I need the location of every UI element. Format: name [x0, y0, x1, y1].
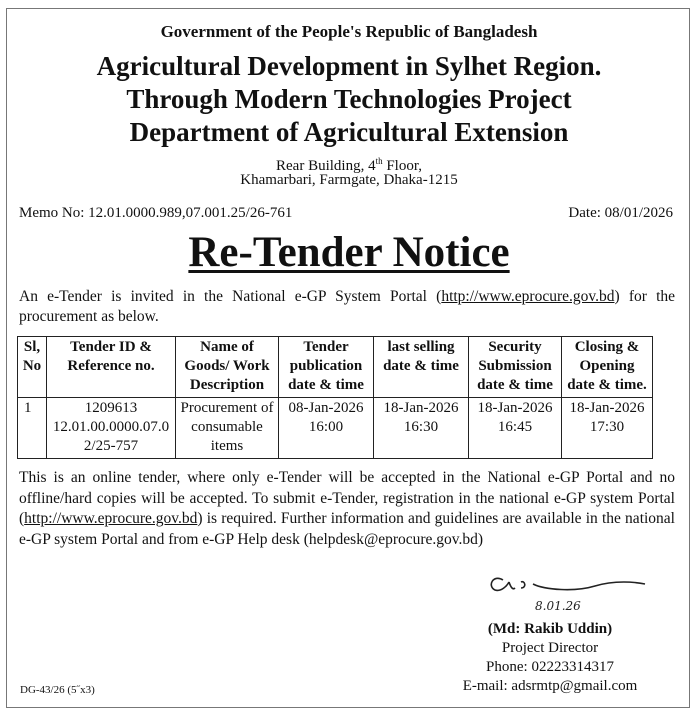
footer-code: DG-43/26 (5˝x3) — [20, 684, 95, 696]
project-title-line1: Agricultural Development in Sylhet Region. — [96, 51, 602, 81]
cell-security: 18-Jan-2026 16:45 — [469, 398, 562, 459]
signatory-name: (Md: Rakib Uddin) — [487, 621, 613, 637]
cell-publication: 08-Jan-2026 16:00 — [279, 398, 374, 459]
cell-reference: 12.01.00.0000.07.02/25-757 — [52, 419, 170, 454]
eprocure-link-2[interactable]: http://www.eprocure.gov.bd — [24, 510, 198, 527]
col-last-selling: last selling date & time — [374, 337, 469, 398]
eprocure-link[interactable]: http://www.eprocure.gov.bd — [441, 288, 615, 305]
col-tender-id: Tender ID & Reference no. — [47, 337, 176, 398]
col-closing: Closing & Opening date & time. — [562, 337, 653, 398]
cell-tender-id: 1209613 12.01.00.0000.07.02/25-757 — [47, 398, 176, 459]
cell-closing: 18-Jan-2026 17:30 — [562, 398, 653, 459]
signature-date: 8.01.26 — [535, 599, 581, 613]
government-heading: Government of the People's Republic of Bangladesh — [160, 22, 538, 41]
notice-title: Re-Tender Notice — [188, 229, 510, 276]
col-security: Security Submission date & time — [469, 337, 562, 398]
signatory-email: E-mail: adsrmtp@gmail.com — [462, 678, 638, 694]
col-sl: Sl, No — [18, 337, 47, 398]
address-line1: Rear Building, 4th Floor, — [276, 156, 422, 174]
address-line2: Khamarbari, Farmgate, Dhaka-1215 — [240, 172, 458, 188]
col-publication: Tender publication date & time — [279, 337, 374, 398]
cell-sl: 1 — [18, 398, 47, 459]
cell-last-selling: 18-Jan-2026 16:30 — [374, 398, 469, 459]
cell-goods: Procurement of consumable items — [176, 398, 279, 459]
memo-number: Memo No: 12.01.0000.989,07.001.25/26-761 — [19, 205, 293, 221]
signatory-block — [440, 620, 660, 696]
department-name: Department of Agricultural Extension — [129, 117, 569, 147]
intro-paragraph: An e-Tender is invited in the National e-GP System Portal (http://www.eprocure.gov.bd) for the procurement as below. — [19, 288, 676, 325]
signatory-designation: Project Director — [501, 640, 599, 656]
table-row — [18, 398, 653, 459]
tender-table — [17, 336, 653, 459]
col-goods: Name of Goods/ Work Description — [176, 337, 279, 398]
signature-image — [485, 568, 655, 618]
memo-date: Date: 08/01/2026 — [568, 205, 673, 221]
signatory-phone: Phone: 02223314317 — [486, 659, 614, 675]
table-header-row — [18, 337, 653, 398]
project-title-line2: Through Modern Technologies Project — [126, 84, 572, 114]
instructions-paragraph: This is an online tender, where only e-Tender will be accepted in the National e-GP Portal and no offline/hard copies will be accepted. To submit e-Tender, registration in the national e-GP system Portal (http://www.eprocure.gov.bd) is required. Further information and guidelines are available in the national e-GP system Portal and from e-GP Help desk (helpdesk@eprocure.gov.bd) — [19, 469, 675, 548]
